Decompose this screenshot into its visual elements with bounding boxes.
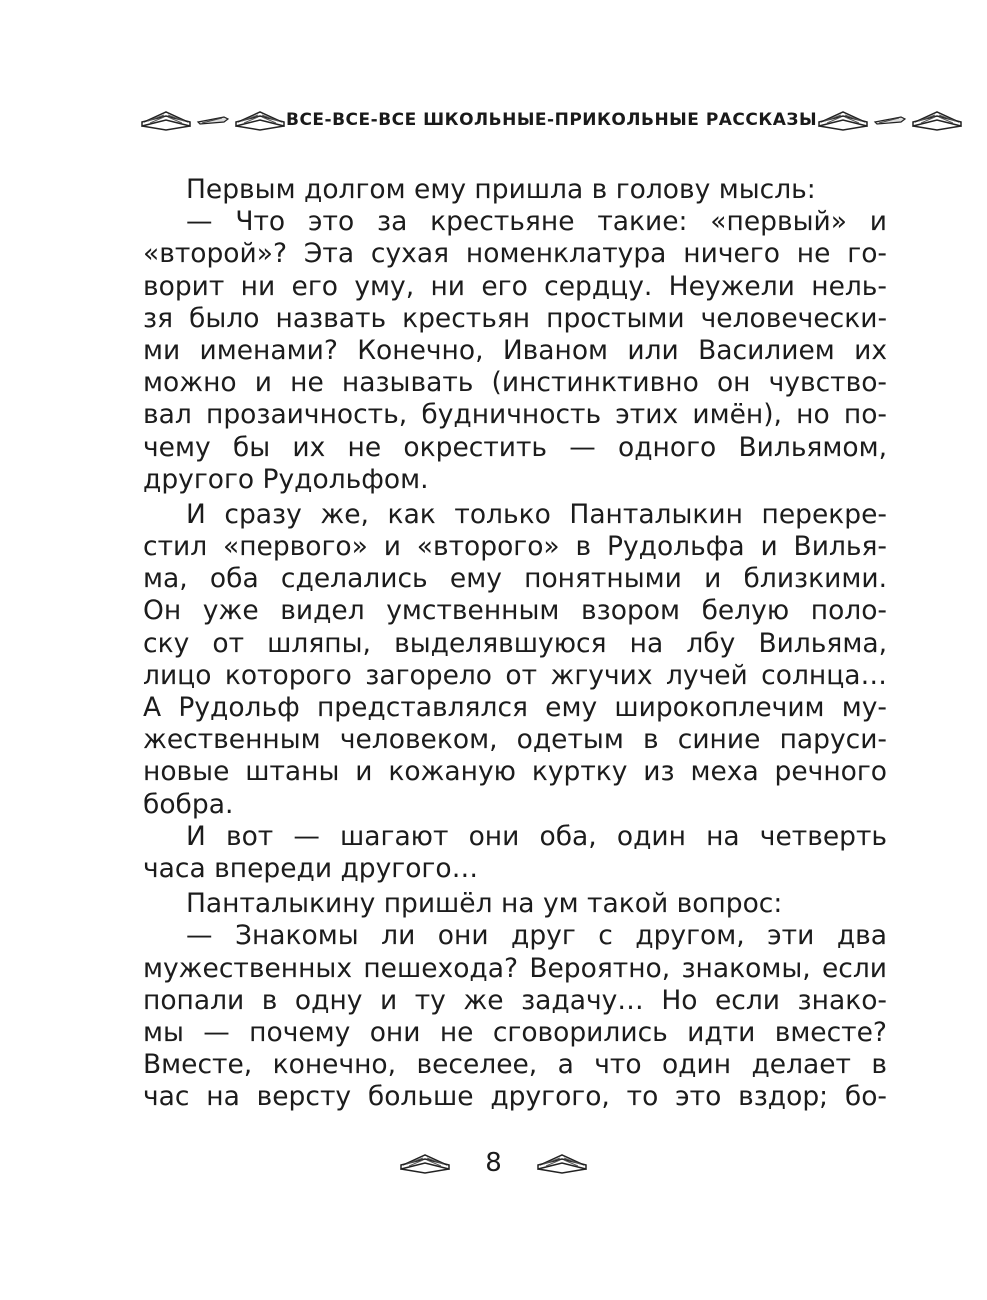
page-footer <box>0 1146 987 1180</box>
text-line: Панталыкину пришёл на ум такой вопрос: <box>186 888 783 920</box>
text-line: И сразу же, как только Панталыкин перекре- <box>186 498 887 530</box>
text-line: мужественных пешехода? Вероятно, знакомы, если <box>143 952 887 984</box>
pen-icon <box>196 113 230 127</box>
running-header <box>140 104 890 136</box>
header-ornament-right <box>817 108 963 132</box>
text-line: зя было назвать крестьян простыми человечески- <box>143 302 887 334</box>
page-number: 8 <box>485 1148 502 1178</box>
text-line: — Что это за крестьяне такие: «первый» и <box>186 206 887 238</box>
text-line: — Знакомы ли они друг с другом, эти два <box>186 920 887 952</box>
text-line: И вот — шагают они оба, один на четверть <box>186 820 887 852</box>
text-line: другого Рудольфом. <box>143 463 429 495</box>
open-book-icon <box>234 108 286 132</box>
text-line: Он уже видел умственным взором белую поло- <box>143 595 887 627</box>
text-line: попали в одну и ту же задачу… Но если знако- <box>143 984 887 1016</box>
text-line: А Рудольф представлялся ему широкоплечим му- <box>143 692 887 723</box>
open-book-icon <box>536 1151 588 1175</box>
text-line: ми именами? Конечно, Иваном или Василием их <box>143 334 887 366</box>
text-line: ма, оба сделались ему понятными и близкими. <box>143 563 887 595</box>
text-line: вал прозаичность, будничность этих имён), но по- <box>143 399 887 431</box>
text-line: ворит ни его уму, ни его сердцу. Неужели нель- <box>143 270 887 302</box>
text-line: жественным человеком, одетым в синие паруси- <box>143 724 887 756</box>
text-line: Вместе, конечно, веселее, а что один делает в <box>143 1049 887 1081</box>
text-line: час на версту больше другого, то это вздор; бо- <box>143 1081 887 1113</box>
text-line: Первым долгом ему пришла в голову мысль: <box>186 174 816 205</box>
text-line: можно и не называть (инстинктивно он чувство- <box>143 367 887 399</box>
text-line: часа впереди другого… <box>143 852 479 884</box>
text-line: лицо которого загорело от жгучих лучей солнца… <box>143 659 887 691</box>
text-line: бобра. <box>143 788 234 820</box>
header-ornament-left <box>140 108 286 132</box>
text-line: «второй»? Эта сухая номенклатура ничего не го- <box>143 238 887 270</box>
text-line: новые штаны и кожаную куртку из меха речного <box>143 756 887 788</box>
open-book-icon <box>399 1151 451 1175</box>
open-book-icon <box>817 108 869 132</box>
text-line: стил «первого» и «второго» в Рудольфа и Вилья- <box>143 531 887 563</box>
pen-icon <box>873 113 907 127</box>
book-title-header: ВСЕ-ВСЕ-ВСЕ ШКОЛЬНЫЕ-ПРИКОЛЬНЫЕ РАССКАЗЫ <box>286 110 818 130</box>
text-line: мы — почему они не сговорились идти вместе? <box>143 1016 887 1048</box>
text-line: чему бы их не окрестить — одного Вильямом, <box>143 431 887 463</box>
story-text <box>143 174 887 1113</box>
open-book-icon <box>140 108 192 132</box>
open-book-icon <box>911 108 963 132</box>
text-line: ску от шляпы, выделявшуюся на лбу Вильяма, <box>143 627 887 659</box>
